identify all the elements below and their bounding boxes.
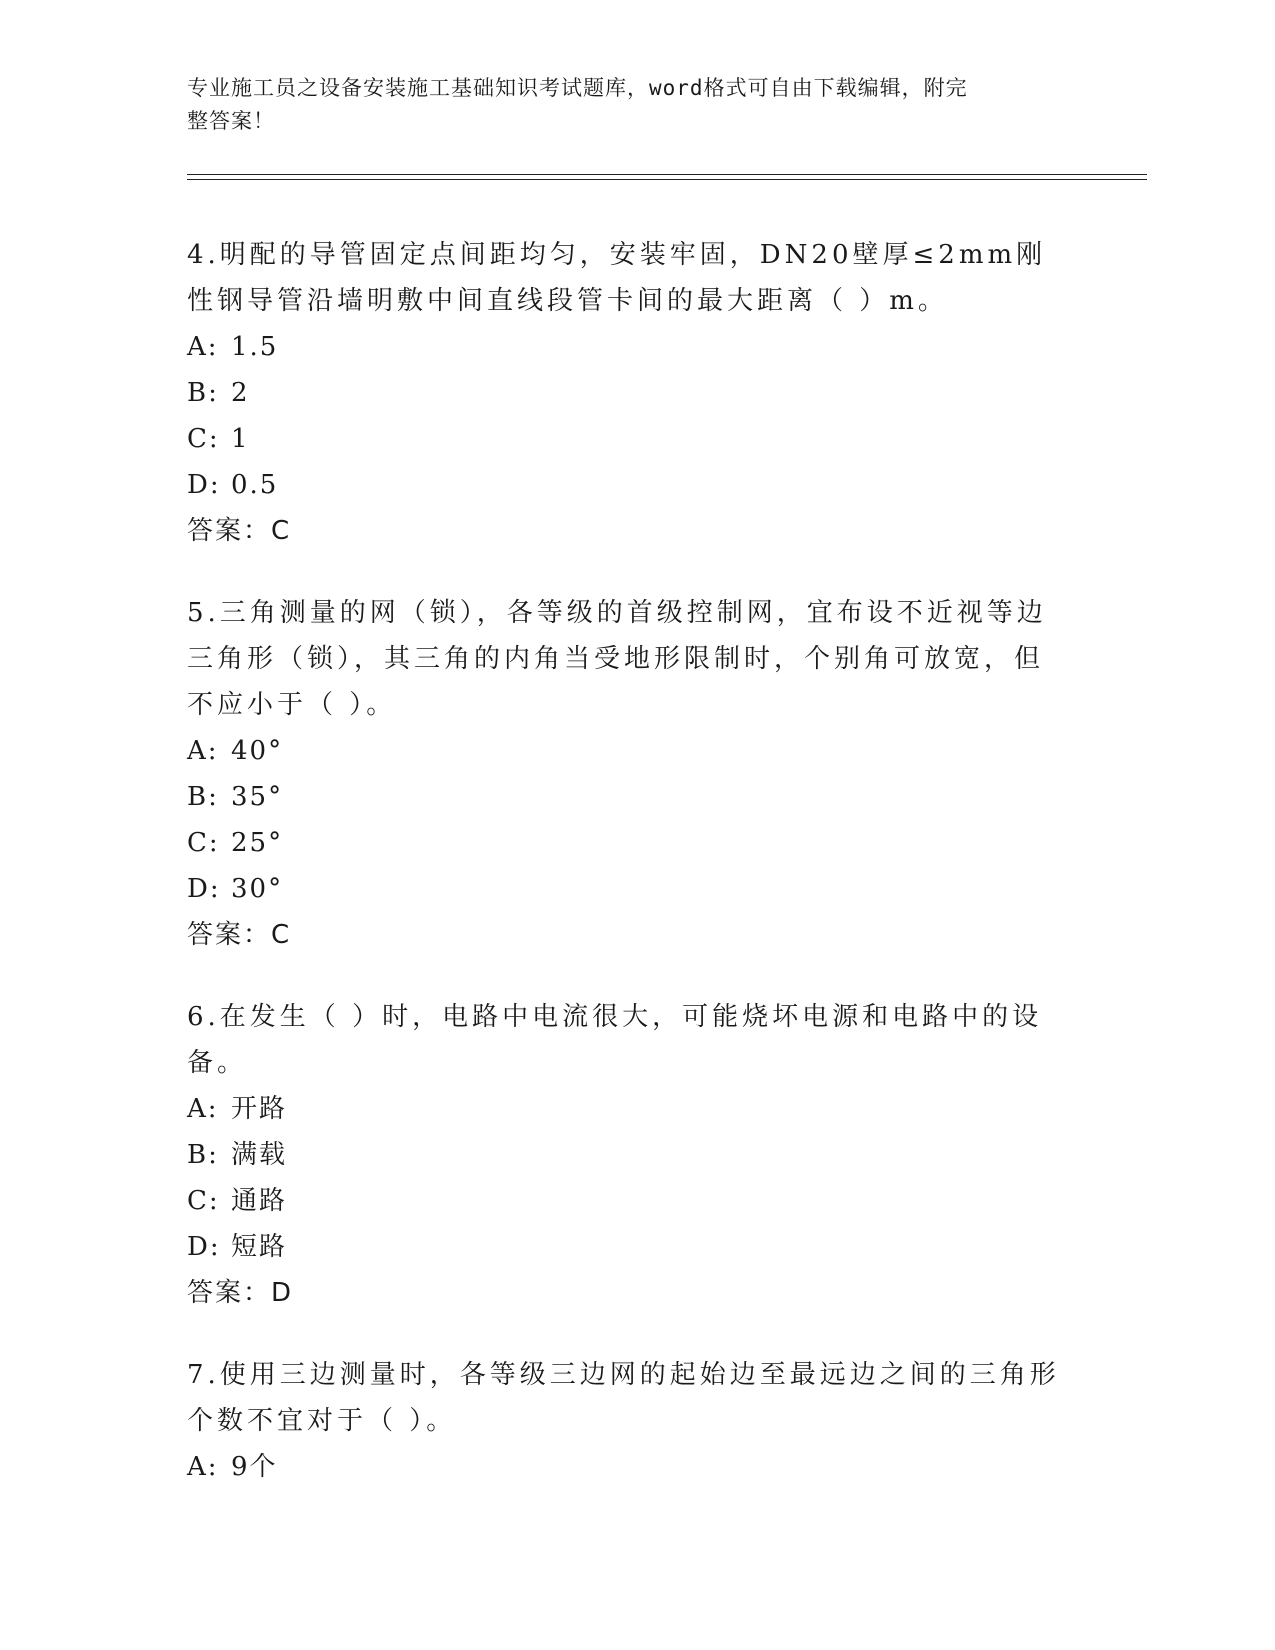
- question-block: [187, 232, 1067, 554]
- option-value: 25°: [231, 828, 284, 858]
- option-value: 9个: [231, 1452, 278, 1482]
- option-row: [187, 820, 1067, 866]
- option-key: C:: [187, 828, 220, 858]
- option-value: 满载: [231, 1140, 288, 1170]
- option-key: A:: [187, 1452, 219, 1482]
- option-key: B:: [187, 378, 219, 408]
- answer-text: 答案：C: [187, 516, 292, 546]
- question-block: [187, 1352, 1067, 1490]
- option-row: [187, 774, 1067, 820]
- header-divider-bottom: [187, 179, 1147, 180]
- option-value: 40°: [231, 736, 284, 766]
- option-row: [187, 324, 1067, 370]
- header-divider-top: [187, 174, 1147, 175]
- question-text: 4.明配的导管固定点间距均匀，安装牢固，DN20壁厚≤2mm刚性钢导管沿墙明敷中间直线段管卡间的最大距离（ ）m。: [187, 240, 1047, 316]
- option-row: [187, 462, 1067, 508]
- option-row: [187, 416, 1067, 462]
- option-key: A:: [187, 332, 219, 362]
- option-key: B:: [187, 1140, 219, 1170]
- option-value: 1.5: [231, 332, 279, 362]
- option-value: 开路: [231, 1094, 288, 1124]
- option-row: [187, 370, 1067, 416]
- option-value: 1: [231, 424, 250, 454]
- option-row: [187, 1444, 1067, 1490]
- option-key: B:: [187, 782, 219, 812]
- question-text: 6.在发生（ ）时，电路中电流很大，可能烧坏电源和电路中的设备。: [187, 1002, 1043, 1078]
- option-key: C:: [187, 1186, 220, 1216]
- question-block: [187, 994, 1067, 1316]
- option-value: 短路: [231, 1232, 288, 1262]
- option-value: 30°: [231, 874, 284, 904]
- question-text: 7.使用三边测量时，各等级三边网的起始边至最远边之间的三角形个数不宜对于（ ）。: [187, 1360, 1060, 1436]
- question-list: [187, 232, 1067, 1526]
- option-row: [187, 1224, 1067, 1270]
- answer-text: 答案：C: [187, 920, 292, 950]
- header-line-2: 整答案！: [187, 109, 275, 133]
- option-key: A:: [187, 736, 219, 766]
- option-key: D:: [187, 470, 221, 500]
- option-row: [187, 1086, 1067, 1132]
- option-key: D:: [187, 874, 221, 904]
- option-key: D:: [187, 1232, 221, 1262]
- option-value: 2: [231, 378, 250, 408]
- answer-text: 答案：D: [187, 1278, 294, 1308]
- option-row: [187, 728, 1067, 774]
- question-block: [187, 590, 1067, 958]
- option-row: [187, 1178, 1067, 1224]
- document-header: [187, 72, 1067, 138]
- option-key: A:: [187, 1094, 219, 1124]
- option-value: 通路: [231, 1186, 288, 1216]
- option-key: C:: [187, 424, 220, 454]
- option-value: 0.5: [231, 470, 279, 500]
- option-row: [187, 1132, 1067, 1178]
- header-line-1: 专业施工员之设备安装施工基础知识考试题库，word格式可自由下载编辑，附完: [187, 76, 968, 100]
- question-text: 5.三角测量的网（锁），各等级的首级控制网，宜布设不近视等边三角形（锁），其三角的内角当受地形限制时，个别角可放宽，但不应小于（ ）。: [187, 598, 1047, 720]
- option-row: [187, 866, 1067, 912]
- option-value: 35°: [231, 782, 284, 812]
